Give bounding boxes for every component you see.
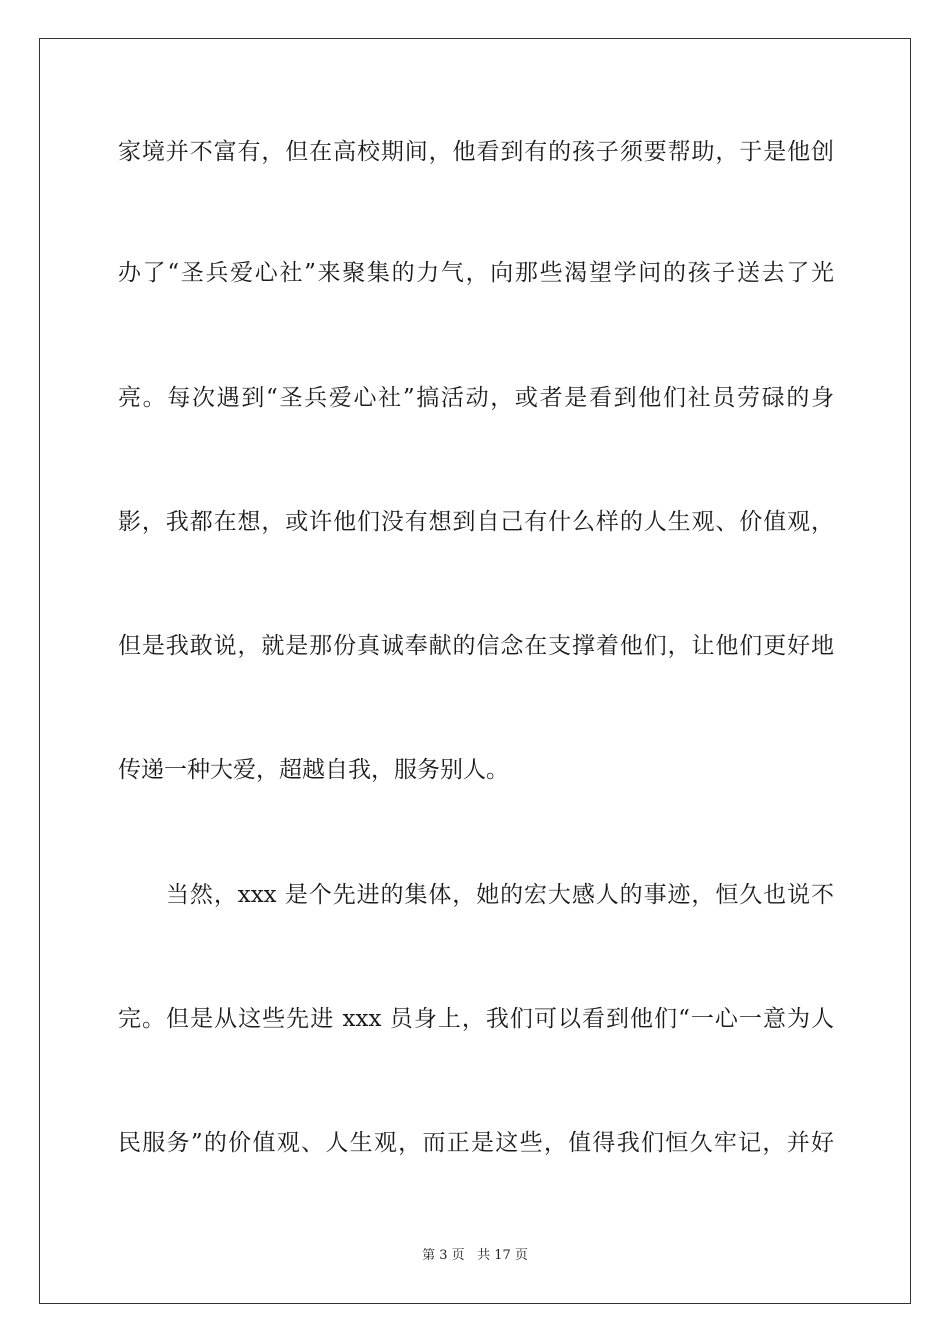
text-line-8: 完。但是从这些先进 xxx 员身上，我们可以看到他们“一心一意为人 — [118, 1006, 834, 1032]
text-line-9: 民服务”的价值观、人生观，而正是这些，值得我们恒久牢记，并好 — [118, 1130, 834, 1156]
text-line-1: 家境并不富有，但在高校期间，他看到有的孩子须要帮助，于是他创 — [118, 139, 834, 165]
text-line-3: 亮。每次遇到“圣兵爱心社”搞活动，或者是看到他们社员劳碌的身 — [118, 385, 834, 411]
page-footer — [0, 1247, 950, 1265]
text-line-2: 办了“圣兵爱心社”来聚集的力气，向那些渴望学问的孩子送去了光 — [118, 260, 834, 286]
text-line-7: 当然，xxx 是个先进的集体，她的宏大感人的事迹，恒久也说不 — [166, 882, 834, 908]
text-line-6: 传递一种大爱，超越自我，服务别人。 — [118, 757, 509, 783]
page-frame — [39, 38, 911, 1304]
page-number: 第 3 页 — [422, 1248, 465, 1263]
text-line-4: 影，我都在想，或许他们没有想到自己有什么样的人生观、价值观， — [118, 509, 834, 535]
text-line-5: 但是我敢说，就是那份真诚奉献的信念在支撑着他们，让他们更好地 — [118, 633, 834, 659]
page-total: 共 17 页 — [477, 1248, 528, 1263]
